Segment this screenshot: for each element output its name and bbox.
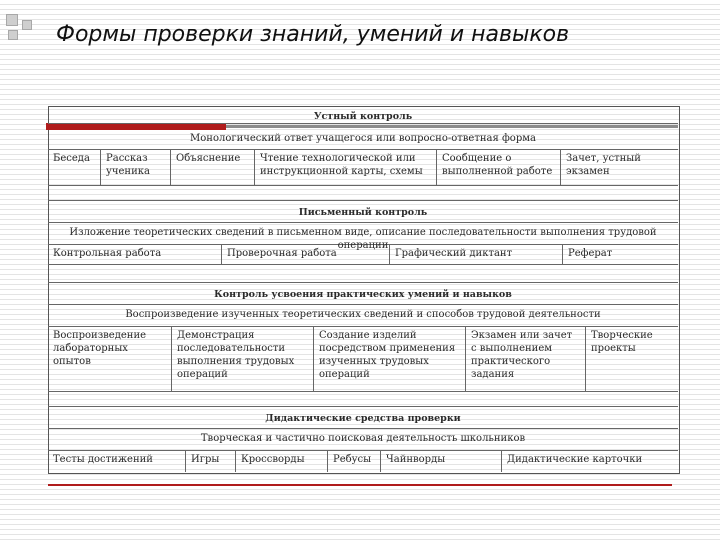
section-subtitle: Монологический ответ учащегося или вопросно-ответная форма	[48, 130, 678, 150]
section-subtitle: Изложение теоретических сведений в письменном виде, описание последовательности выполнения трудовой операции	[48, 223, 678, 245]
table-cell: Игры	[186, 451, 236, 472]
accent-line	[226, 125, 678, 128]
spacer-row	[48, 265, 678, 283]
table-cell: Ребусы	[328, 451, 381, 472]
table-cell: Рассказ ученика	[101, 150, 171, 185]
page-title: Формы проверки знаний, умений и навыков	[56, 22, 570, 47]
table-cell: Воспроизведение лабораторных опытов	[48, 327, 172, 391]
section-row	[48, 327, 678, 392]
table-cell: Дидактические карточки	[507, 454, 643, 465]
table-cell: Проверочная работа	[222, 245, 390, 264]
table-cell: Графический диктант	[390, 245, 563, 264]
table-cell: Создание изделий посредством применения изученных трудовых операций	[314, 327, 466, 391]
spacer-row	[48, 392, 678, 407]
section-heading: Контроль усвоения практических умений и навыков	[48, 283, 678, 305]
decor-square	[8, 30, 18, 40]
section-heading: Дидактические средства проверки	[48, 407, 678, 429]
section-heading: Устный контроль	[48, 110, 678, 124]
table-cell: Тесты достижений	[48, 451, 186, 472]
decor-square	[6, 14, 18, 26]
table-cell: Беседа	[48, 150, 101, 185]
section-row	[48, 451, 678, 472]
decor-square	[22, 20, 32, 30]
table-cell: Объяснение	[171, 150, 255, 185]
section-heading: Письменный контроль	[48, 201, 678, 223]
spacer-row	[48, 186, 678, 201]
section-row	[48, 150, 678, 186]
table-cell: Чайнворды	[381, 451, 502, 472]
table-cell: Сообщение о выполненной работе	[437, 150, 561, 185]
table-cell: Экзамен или зачет с выполнением практического задания	[466, 327, 586, 391]
table-cell: Реферат	[568, 248, 613, 259]
section-subtitle: Воспроизведение изученных теоретических сведений и способов трудовой деятельности	[48, 305, 678, 327]
section-row	[48, 245, 678, 265]
table-cell: Творческие проекты	[591, 330, 653, 354]
table-cell: Чтение технологической или инструкционной карты, схемы	[255, 150, 437, 185]
table-cell: Демонстрация последовательности выполнения трудовых операций	[172, 327, 314, 391]
footer-line	[48, 484, 672, 486]
table-cell: Кроссворды	[236, 451, 328, 472]
section-subtitle: Творческая и частично поисковая деятельность школьников	[48, 429, 678, 451]
table-cell: Контрольная работа	[48, 245, 222, 264]
table-cell: Зачет, устный экзамен	[566, 153, 641, 177]
accent-bar	[46, 123, 226, 130]
